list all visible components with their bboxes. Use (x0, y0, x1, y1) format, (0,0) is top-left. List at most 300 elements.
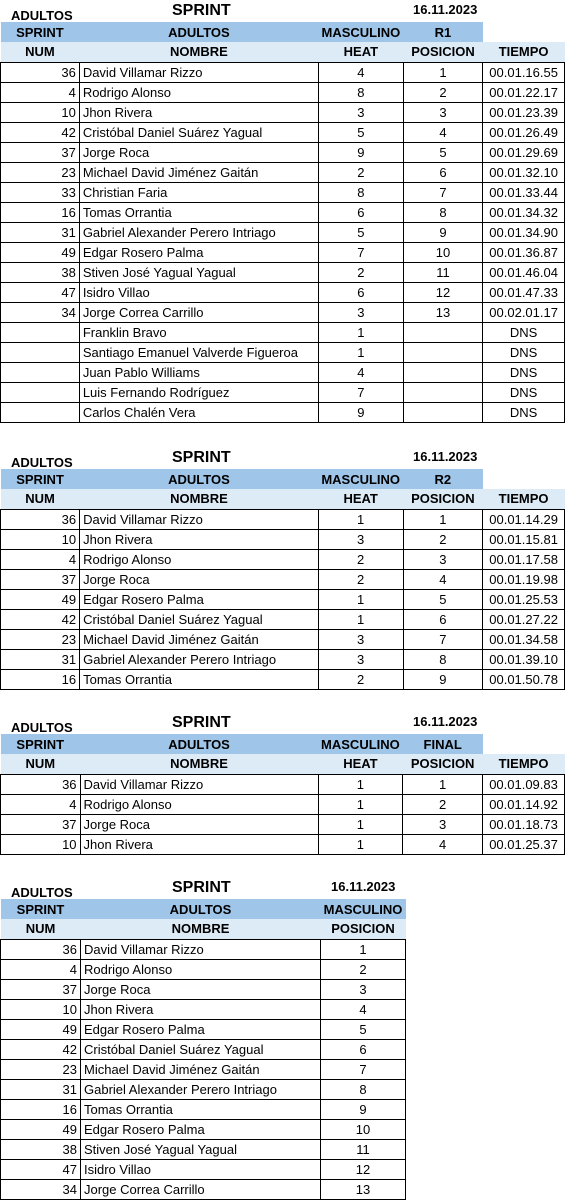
header-cell: TIEMPO (483, 42, 565, 62)
table-row (1, 549, 565, 569)
athlete-name-cell: Jhon Rivera (80, 529, 319, 549)
athlete-number-cell: 38 (1, 1139, 81, 1159)
results-block-r2 (0, 449, 565, 690)
table-row (1, 999, 406, 1019)
position-cell (403, 382, 483, 402)
time-cell: 00.01.27.22 (483, 609, 565, 629)
results-table-r1 (0, 22, 565, 423)
position-cell: 4 (403, 834, 483, 854)
results-block-overall (0, 879, 406, 1200)
time-cell: 00.01.29.69 (483, 142, 565, 162)
time-cell: 00.01.15.81 (483, 529, 565, 549)
time-cell: 00.01.34.32 (483, 202, 565, 222)
header-cell: SPRINT (1, 469, 80, 489)
athlete-name-cell: Jorge Correa Carrillo (81, 1179, 321, 1199)
table-row (1, 939, 406, 959)
athlete-number-cell: 37 (1, 814, 81, 834)
time-cell: 00.02.01.17 (483, 302, 565, 322)
heat-cell: 5 (319, 122, 404, 142)
header-cell: NOMBRE (80, 489, 319, 509)
position-cell: 7 (403, 629, 483, 649)
table-row (1, 589, 565, 609)
header-row-primary (1, 734, 565, 754)
table-row (1, 62, 565, 82)
table-row (1, 609, 565, 629)
athlete-name-cell: David Villamar Rizzo (81, 939, 321, 959)
athlete-name-cell: David Villamar Rizzo (80, 774, 318, 794)
table-row (1, 322, 565, 342)
time-cell: 00.01.18.73 (483, 814, 565, 834)
header-cell: MASCULINO (318, 734, 403, 754)
header-cell: NOMBRE (81, 919, 321, 939)
athlete-name-cell: Carlos Chalén Vera (79, 402, 318, 422)
heat-cell: 1 (318, 509, 403, 529)
athlete-number-cell: 10 (1, 102, 80, 122)
header-cell: HEAT (318, 754, 403, 774)
position-cell: 4 (403, 122, 483, 142)
athlete-name-cell: Isidro Villao (79, 282, 318, 302)
time-cell: 00.01.26.49 (483, 122, 565, 142)
table-row (1, 774, 565, 794)
table-row (1, 162, 565, 182)
athlete-number-cell: 10 (1, 834, 81, 854)
position-cell: 8 (403, 202, 483, 222)
athlete-number-cell: 33 (1, 182, 80, 202)
header-cell: NUM (1, 919, 81, 939)
position-cell: 1 (321, 939, 406, 959)
athlete-number-cell: 23 (1, 629, 80, 649)
heat-cell: 1 (318, 794, 403, 814)
athlete-name-cell: David Villamar Rizzo (80, 509, 319, 529)
athlete-number-cell (1, 342, 80, 362)
athlete-number-cell: 36 (1, 939, 81, 959)
heat-cell: 8 (319, 182, 404, 202)
position-cell: 6 (321, 1039, 406, 1059)
heat-cell: 3 (319, 102, 404, 122)
table-row (1, 1159, 406, 1179)
position-cell: 13 (321, 1179, 406, 1199)
athlete-name-cell: Jorge Roca (80, 814, 318, 834)
position-cell: 13 (403, 302, 483, 322)
header-row-primary (1, 899, 406, 919)
athlete-number-cell: 23 (1, 1059, 81, 1079)
heat-cell: 9 (319, 402, 404, 422)
header-cell: HEAT (318, 489, 403, 509)
athlete-name-cell: Gabriel Alexander Perero Intriago (80, 649, 319, 669)
time-cell: DNS (483, 342, 565, 362)
position-cell: 1 (403, 509, 483, 529)
time-cell: 00.01.36.87 (483, 242, 565, 262)
header-row-primary (1, 22, 565, 42)
table-row (1, 1039, 406, 1059)
position-cell: 11 (321, 1139, 406, 1159)
athlete-number-cell: 16 (1, 202, 80, 222)
position-cell (403, 322, 483, 342)
results-block-r1 (0, 2, 565, 423)
athlete-name-cell: Rodrigo Alonso (80, 549, 319, 569)
athlete-name-cell: Jorge Correa Carrillo (79, 302, 318, 322)
athlete-number-cell: 16 (1, 1099, 81, 1119)
table-row (1, 342, 565, 362)
block-title-row (0, 2, 565, 22)
heat-cell: 6 (319, 282, 404, 302)
heat-cell: 4 (319, 362, 404, 382)
athlete-name-cell: Jorge Roca (81, 979, 321, 999)
table-row (1, 122, 565, 142)
time-cell: DNS (483, 402, 565, 422)
athlete-number-cell: 4 (1, 794, 81, 814)
category-label: ADULTOS (11, 455, 73, 470)
position-cell: 12 (321, 1159, 406, 1179)
position-cell: 6 (403, 609, 483, 629)
athlete-number-cell: 49 (1, 1019, 81, 1039)
athlete-name-cell: Juan Pablo Williams (79, 362, 318, 382)
athlete-number-cell (1, 322, 80, 342)
position-cell: 7 (403, 182, 483, 202)
header-cell: NOMBRE (79, 42, 318, 62)
athlete-name-cell: Stiven José Yagual Yagual (81, 1139, 321, 1159)
athlete-number-cell: 42 (1, 1039, 81, 1059)
table-row (1, 794, 565, 814)
heat-cell: 2 (319, 162, 404, 182)
table-row (1, 979, 406, 999)
athlete-name-cell: Edgar Rosero Palma (79, 242, 318, 262)
athlete-number-cell: 37 (1, 569, 80, 589)
position-cell: 10 (321, 1119, 406, 1139)
table-row (1, 649, 565, 669)
athlete-name-cell: Cristóbal Daniel Suárez Yagual (80, 609, 319, 629)
table-row (1, 102, 565, 122)
position-cell: 2 (403, 82, 483, 102)
table-row (1, 629, 565, 649)
header-cell: POSICION (403, 42, 483, 62)
header-cell: FINAL (403, 734, 483, 754)
athlete-name-cell: Michael David Jiménez Gaitán (79, 162, 318, 182)
header-cell: MASCULINO (318, 469, 403, 489)
table-row (1, 959, 406, 979)
position-cell: 8 (403, 649, 483, 669)
header-cell: NUM (1, 42, 80, 62)
header-cell: POSICION (403, 489, 483, 509)
results-block-final (0, 714, 565, 855)
position-cell: 5 (321, 1019, 406, 1039)
athlete-name-cell: Santiago Emanuel Valverde Figueroa (79, 342, 318, 362)
athlete-name-cell: Rodrigo Alonso (79, 82, 318, 102)
heat-cell: 1 (318, 589, 403, 609)
position-cell: 3 (403, 102, 483, 122)
header-cell: POSICION (321, 919, 406, 939)
athlete-number-cell (1, 402, 80, 422)
athlete-number-cell: 23 (1, 162, 80, 182)
position-cell: 5 (403, 142, 483, 162)
table-row (1, 262, 565, 282)
results-table-final (0, 734, 565, 855)
header-cell (483, 22, 565, 42)
header-cell: HEAT (319, 42, 404, 62)
athlete-number-cell: 49 (1, 1119, 81, 1139)
heat-cell: 7 (319, 242, 404, 262)
heat-cell: 9 (319, 142, 404, 162)
table-row (1, 1119, 406, 1139)
athlete-number-cell: 34 (1, 1179, 81, 1199)
event-date: 16.11.2023 (413, 2, 478, 17)
athlete-number-cell: 42 (1, 609, 80, 629)
block-title-row (0, 879, 406, 899)
category-label: ADULTOS (11, 8, 73, 23)
header-cell: SPRINT (1, 734, 81, 754)
time-cell: 00.01.25.37 (483, 834, 565, 854)
header-cell: R2 (403, 469, 483, 489)
position-cell: 3 (321, 979, 406, 999)
time-cell: 00.01.25.53 (483, 589, 565, 609)
time-cell: 00.01.09.83 (483, 774, 565, 794)
position-cell: 11 (403, 262, 483, 282)
athlete-name-cell: Cristóbal Daniel Suárez Yagual (79, 122, 318, 142)
table-row (1, 529, 565, 549)
time-cell: 00.01.34.90 (483, 222, 565, 242)
table-row (1, 222, 565, 242)
table-row (1, 1179, 406, 1199)
time-cell: 00.01.46.04 (483, 262, 565, 282)
position-cell: 1 (403, 62, 483, 82)
athlete-number-cell: 36 (1, 509, 80, 529)
heat-cell: 8 (319, 82, 404, 102)
header-cell: NUM (1, 754, 81, 774)
athlete-number-cell (1, 362, 80, 382)
heat-cell: 3 (319, 302, 404, 322)
athlete-number-cell: 36 (1, 62, 80, 82)
athlete-number-cell: 4 (1, 549, 80, 569)
athlete-name-cell: Jhon Rivera (81, 999, 321, 1019)
athlete-name-cell: Michael David Jiménez Gaitán (81, 1059, 321, 1079)
athlete-name-cell: Luis Fernando Rodríguez (79, 382, 318, 402)
table-row (1, 509, 565, 529)
results-table-overall (0, 899, 406, 1200)
heat-cell: 4 (319, 62, 404, 82)
results-table-r2 (0, 469, 565, 690)
athlete-name-cell: Isidro Villao (81, 1159, 321, 1179)
block-title-row (0, 449, 565, 469)
header-cell (483, 469, 565, 489)
heat-cell: 1 (318, 774, 403, 794)
table-row (1, 182, 565, 202)
time-cell: 00.01.17.58 (483, 549, 565, 569)
athlete-name-cell: Cristóbal Daniel Suárez Yagual (81, 1039, 321, 1059)
athlete-number-cell: 36 (1, 774, 81, 794)
position-cell: 12 (403, 282, 483, 302)
header-cell: POSICION (403, 754, 483, 774)
header-cell: SPRINT (1, 899, 81, 919)
header-row-columns (1, 754, 565, 774)
position-cell: 9 (321, 1099, 406, 1119)
heat-cell: 5 (319, 222, 404, 242)
header-row-columns (1, 42, 565, 62)
position-cell (403, 362, 483, 382)
table-row (1, 242, 565, 262)
heat-cell: 1 (319, 322, 404, 342)
athlete-number-cell: 49 (1, 589, 80, 609)
category-label: ADULTOS (11, 720, 73, 735)
table-row (1, 569, 565, 589)
time-cell: 00.01.47.33 (483, 282, 565, 302)
athlete-name-cell: Christian Faria (79, 182, 318, 202)
athlete-number-cell: 31 (1, 222, 80, 242)
event-title: SPRINT (172, 2, 231, 19)
table-row (1, 82, 565, 102)
table-row (1, 362, 565, 382)
athlete-number-cell: 37 (1, 142, 80, 162)
athlete-number-cell: 37 (1, 979, 81, 999)
heat-cell: 2 (318, 549, 403, 569)
header-cell: MASCULINO (319, 22, 404, 42)
athlete-number-cell: 38 (1, 262, 80, 282)
athlete-number-cell: 4 (1, 82, 80, 102)
header-cell: ADULTOS (80, 734, 318, 754)
header-cell: TIEMPO (483, 754, 565, 774)
time-cell: DNS (483, 382, 565, 402)
table-row (1, 669, 565, 689)
athlete-name-cell: Gabriel Alexander Perero Intriago (81, 1079, 321, 1099)
heat-cell: 2 (319, 262, 404, 282)
athlete-name-cell: Edgar Rosero Palma (80, 589, 319, 609)
position-cell: 7 (321, 1059, 406, 1079)
athlete-name-cell: Tomas Orrantia (81, 1099, 321, 1119)
time-cell: 00.01.16.55 (483, 62, 565, 82)
athlete-name-cell: Gabriel Alexander Perero Intriago (79, 222, 318, 242)
position-cell: 2 (403, 529, 483, 549)
event-date: 16.11.2023 (413, 449, 478, 464)
table-row (1, 282, 565, 302)
time-cell: 00.01.14.92 (483, 794, 565, 814)
time-cell: 00.01.50.78 (483, 669, 565, 689)
position-cell (403, 342, 483, 362)
heat-cell: 1 (318, 834, 403, 854)
athlete-name-cell: Rodrigo Alonso (81, 959, 321, 979)
athlete-name-cell: Jorge Roca (79, 142, 318, 162)
heat-cell: 3 (318, 629, 403, 649)
header-cell: ADULTOS (80, 469, 319, 489)
time-cell: DNS (483, 362, 565, 382)
heat-cell: 3 (318, 529, 403, 549)
table-row (1, 402, 565, 422)
header-cell: NUM (1, 489, 80, 509)
time-cell: 00.01.19.98 (483, 569, 565, 589)
header-cell: R1 (403, 22, 483, 42)
athlete-name-cell: Jhon Rivera (79, 102, 318, 122)
athlete-number-cell: 10 (1, 529, 80, 549)
athlete-name-cell: Stiven José Yagual Yagual (79, 262, 318, 282)
athlete-name-cell: Jhon Rivera (80, 834, 318, 854)
heat-cell: 7 (319, 382, 404, 402)
position-cell: 2 (321, 959, 406, 979)
athlete-number-cell: 47 (1, 282, 80, 302)
athlete-number-cell: 31 (1, 649, 80, 669)
athlete-number-cell (1, 382, 80, 402)
table-row (1, 202, 565, 222)
position-cell: 3 (403, 549, 483, 569)
time-cell: 00.01.34.58 (483, 629, 565, 649)
athlete-number-cell: 34 (1, 302, 80, 322)
block-title-row (0, 714, 565, 734)
category-label: ADULTOS (11, 885, 73, 900)
position-cell: 3 (403, 814, 483, 834)
time-cell: 00.01.39.10 (483, 649, 565, 669)
athlete-name-cell: Tomas Orrantia (80, 669, 319, 689)
event-date: 16.11.2023 (413, 714, 478, 729)
athlete-name-cell: Edgar Rosero Palma (81, 1119, 321, 1139)
time-cell: 00.01.14.29 (483, 509, 565, 529)
event-date: 16.11.2023 (331, 879, 396, 894)
table-row (1, 382, 565, 402)
time-cell: DNS (483, 322, 565, 342)
header-cell: NOMBRE (80, 754, 318, 774)
athlete-number-cell: 4 (1, 959, 81, 979)
athlete-name-cell: Rodrigo Alonso (80, 794, 318, 814)
position-cell: 8 (321, 1079, 406, 1099)
position-cell: 5 (403, 589, 483, 609)
athlete-number-cell: 31 (1, 1079, 81, 1099)
position-cell: 4 (403, 569, 483, 589)
heat-cell: 1 (318, 609, 403, 629)
table-row (1, 834, 565, 854)
time-cell: 00.01.32.10 (483, 162, 565, 182)
position-cell: 4 (321, 999, 406, 1019)
athlete-name-cell: Jorge Roca (80, 569, 319, 589)
position-cell: 2 (403, 794, 483, 814)
position-cell (403, 402, 483, 422)
event-title: SPRINT (172, 449, 231, 466)
header-cell (483, 734, 565, 754)
table-row (1, 1019, 406, 1039)
header-cell: SPRINT (1, 22, 80, 42)
position-cell: 9 (403, 222, 483, 242)
table-row (1, 814, 565, 834)
table-row (1, 302, 565, 322)
heat-cell: 6 (319, 202, 404, 222)
position-cell: 1 (403, 774, 483, 794)
heat-cell: 3 (318, 649, 403, 669)
event-title: SPRINT (172, 714, 231, 731)
table-row (1, 142, 565, 162)
header-cell: TIEMPO (483, 489, 565, 509)
athlete-number-cell: 10 (1, 999, 81, 1019)
athlete-number-cell: 49 (1, 242, 80, 262)
time-cell: 00.01.33.44 (483, 182, 565, 202)
athlete-name-cell: Franklin Bravo (79, 322, 318, 342)
athlete-name-cell: Michael David Jiménez Gaitán (80, 629, 319, 649)
header-row-primary (1, 469, 565, 489)
position-cell: 6 (403, 162, 483, 182)
heat-cell: 1 (319, 342, 404, 362)
time-cell: 00.01.23.39 (483, 102, 565, 122)
event-title: SPRINT (172, 879, 231, 896)
position-cell: 9 (403, 669, 483, 689)
header-cell: ADULTOS (81, 899, 321, 919)
heat-cell: 2 (318, 569, 403, 589)
athlete-name-cell: Edgar Rosero Palma (81, 1019, 321, 1039)
position-cell: 10 (403, 242, 483, 262)
table-row (1, 1079, 406, 1099)
header-cell: ADULTOS (79, 22, 318, 42)
athlete-number-cell: 42 (1, 122, 80, 142)
heat-cell: 2 (318, 669, 403, 689)
header-row-columns (1, 489, 565, 509)
athlete-name-cell: Tomas Orrantia (79, 202, 318, 222)
table-row (1, 1139, 406, 1159)
table-row (1, 1099, 406, 1119)
athlete-name-cell: David Villamar Rizzo (79, 62, 318, 82)
header-cell: MASCULINO (321, 899, 406, 919)
